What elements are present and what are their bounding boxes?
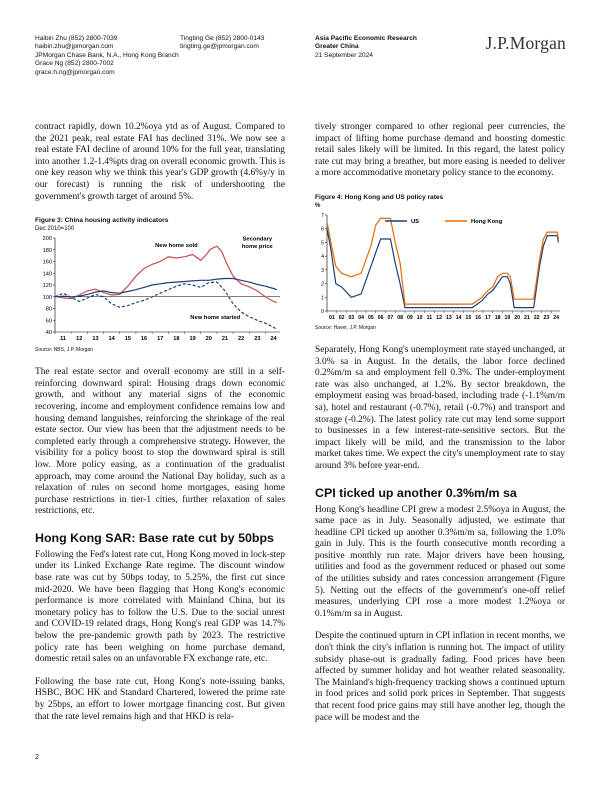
x-tick-label: 24: [553, 314, 559, 321]
author-block-2: [180, 35, 264, 52]
y-tick-label: 5: [321, 240, 324, 247]
x-tick-label: 17: [484, 314, 491, 321]
y-tick-label: 60: [45, 318, 52, 325]
x-tick-label: 14: [108, 336, 115, 343]
y-tick-label: 2: [321, 281, 324, 288]
x-tick-label: 24: [270, 336, 277, 343]
x-tick-label: 12: [436, 314, 443, 321]
jpmorgan-logo: J.P.Morgan: [485, 33, 566, 53]
x-tick-label: 11: [426, 314, 433, 321]
author-line: JPMorgan Chase Bank, N.A., Hong Kong Branch: [35, 51, 179, 59]
figure-ylabel: %: [315, 202, 321, 209]
x-tick-label: 10: [416, 314, 423, 321]
legend-label: US: [411, 218, 420, 225]
page-number: 2: [35, 754, 39, 761]
series-line: [327, 229, 559, 308]
y-tick-label: 160: [42, 259, 52, 266]
figure-source: Source: Haver, J.P. Morgan: [315, 324, 376, 331]
y-tick-label: 200: [42, 236, 52, 243]
x-tick-label: 15: [465, 314, 472, 321]
report-title: Asia Pacific Economic Research: [315, 35, 417, 42]
author-line[interactable]: tingting.ge@jpmorgan.com: [180, 43, 259, 51]
x-tick-label: 14: [455, 314, 462, 321]
paragraph: contract rapidly, down 10.2%oya ytd as of August. Compared to the 2021 peak, real estate FAI has declined 31%. We now see a real estate FAI decline of around 10% for the full year, translating into another 1.2-1.4%pts drag on overall economic growth. This is one key reason why we think this year's GDP growth (4.6%y/y in our forecast) is running the risk of undershooting the government's growth target of around 5%.: [35, 122, 285, 202]
y-tick-label: 3: [321, 267, 324, 274]
figure-3: [35, 217, 285, 353]
x-tick-label: 23: [254, 336, 261, 343]
x-tick-label: 21: [221, 336, 229, 343]
figure-title: Figure 3: China housing activity indicators: [35, 217, 169, 225]
policy-rates-chart: [315, 209, 565, 325]
x-tick-label: 11: [60, 336, 67, 343]
section-heading: Hong Kong SAR: Base rate cut by 50bps: [35, 530, 274, 545]
series-line: [55, 279, 277, 297]
series-label: Secondary: [242, 236, 273, 243]
x-tick-label: 13: [92, 336, 99, 343]
paragraph: Hong Kong's headline CPI grew a modest 2.5%oya in August, the same pace as in July. Seasonally adjusted, we estimate that headline CPI ticked up another 0.3%m/m sa, following the 1.0% gain in July. This is the fourth consecutive month recording a positive monthly run rate. Major drivers have been housing, utilities and food as the government reduced or phased out some of the utilities subsidy and rates concession arrangement (Figure 5). Netting out the effects of the government's one-off relief measures, underlying CPI rose a more modest 1.2%oya or 0.1%m/m sa in August.: [315, 504, 565, 619]
x-tick-label: 19: [504, 314, 511, 321]
paragraph: Despite the continued upturn in CPI inflation in recent months, we don't think the city's inflation is running hot. The impact of utility subsidy phase-out is gradually fading. Food prices have been affected by summer holiday and hot weather related seasonality. The Mainland's high-frequency tracking shows a continued upturn in food prices and solid pork prices in September. That suggests that recent food price gains may still have another leg, though the pace will be modest and the: [315, 631, 565, 723]
x-tick-label: 12: [76, 336, 83, 343]
legend-label: Hong Kong: [471, 218, 503, 225]
y-tick-label: 0: [321, 308, 324, 315]
y-tick-label: 1: [321, 295, 324, 302]
x-tick-label: 06: [377, 314, 384, 321]
x-tick-label: 22: [238, 336, 245, 343]
x-tick-label: 05: [367, 314, 374, 321]
section-heading: CPI ticked up another 0.3%m/m sa: [315, 485, 517, 500]
series-label: New home started: [190, 315, 241, 322]
x-tick-label: 13: [445, 314, 452, 321]
author-line[interactable]: grace.h.ng@jpmorgan.com: [35, 68, 115, 76]
x-tick-label: 08: [397, 314, 404, 321]
housing-chart: [35, 232, 285, 347]
y-tick-label: 40: [45, 330, 52, 337]
x-tick-label: 15: [124, 336, 131, 343]
y-tick-label: 6: [321, 226, 324, 233]
figure-source: Source: NBS, J.P. Morgan: [35, 347, 93, 354]
x-tick-label: 07: [387, 314, 394, 321]
paragraph: The real estate sector and overall economy are still in a self-reinforcing downward spiral: Housing drags down economic growth, and without any material signs of the economic recovering, income and employment confidence remains low and housing demand languishes, reinforcing the shrinkage of the real estate sector. Our view has been that the adjustment needs to be completed early through a comprehensive strategy. However, the visibility for a policy boost to stop the downward spiral is still low. More policy easing, as a continuation of the gradualist approach, may come around the National Day holiday, such as a relaxation of rules on second home mortgages, easing home purchase restrictions in tier-1 cities, further relaxation of sales restrictions, etc.: [35, 367, 285, 517]
x-tick-label: 18: [494, 314, 501, 321]
paragraph: Following the base rate cut, Hong Kong's note-issuing banks, HSBC, BOC HK and Standard Chartered, lowered the prime rate by 25bps, an effort to lower mortgage financing cost. But given that the rate level remains high and that HKD is rela-: [35, 676, 285, 722]
x-tick-label: 01: [328, 314, 335, 321]
series-line: [55, 282, 277, 329]
x-tick-label: 20: [514, 314, 520, 321]
x-tick-label: 20: [205, 336, 212, 343]
y-tick-label: 140: [42, 271, 52, 278]
x-tick-label: 17: [157, 336, 164, 343]
series-label: home price: [241, 244, 273, 251]
author-block-1: [35, 35, 179, 77]
y-tick-label: 120: [42, 283, 52, 290]
author-line: Tingting Ge (852) 2800-0143: [180, 35, 265, 42]
y-tick-label: 80: [45, 306, 52, 313]
y-tick-label: 4: [321, 254, 324, 261]
x-tick-label: 09: [406, 314, 413, 321]
figure-ylabel: Dec 2010=100: [35, 226, 75, 233]
paragraph: Separately, Hong Kong's unemployment rate stayed unchanged, at 3.0% sa in August. In the details, the labor force declined 0.2%m/m sa and employment fell 0.3%. The under-employment rate was also unchanged, at 1.2%. By sector breakdown, the employment easing was broad-based, including trade (-1.1%m/m sa), hotel and restaurant (-0.7%), retail (-0.7%) and transport and storage (-0.2%). The latest policy rate cut may lend some support to businesses in a few interest-rate-sensitive sectors. But the impact likely will be mild, and the transmission to the labor market takes time. We expect the city's unemployment rate to stay around 3% before year-end.: [315, 344, 565, 471]
report-info: [315, 35, 417, 60]
x-tick-label: 16: [140, 336, 148, 343]
author-line: Haibin Zhu (852) 2800-7039: [35, 35, 118, 42]
report-region: Greater China: [315, 43, 359, 51]
x-tick-label: 23: [543, 314, 550, 321]
paragraph: Following the Fed's latest rate cut, Hong Kong moved in lock-step under its Linked Exchange Rate regime. The discount window base rate was cut by 50bps today, to 5.25%, the first cut since mid-2020. We have been flagging that Hong Kong's economic performance is more correlated with Mainland China, but its monetary policy has to follow the U.S. Due to the social unrest and COVID-19 related drags, Hong Kong's real GDP was 14.7% below the pre-pandemic growth path by 2023. The restrictive policy rate has been weighing on home purchase demand, domestic retail sales on an unfavorable FX exchange rate, etc.: [35, 549, 285, 665]
series-label: New home sold: [155, 242, 198, 249]
y-tick-label: 180: [42, 247, 52, 254]
y-tick-label: 7: [321, 212, 324, 219]
x-tick-label: 03: [348, 314, 355, 321]
right-column: [315, 122, 565, 724]
x-tick-label: 04: [358, 314, 365, 321]
x-tick-label: 02: [338, 314, 345, 321]
author-line[interactable]: haibin.zhu@jpmorgan.com: [35, 43, 114, 51]
figure-4: [315, 194, 565, 331]
x-tick-label: 21: [523, 314, 530, 321]
x-tick-label: 18: [173, 336, 180, 343]
author-line: Grace Ng (852) 2800-7002: [35, 60, 114, 68]
y-tick-label: 100: [42, 294, 52, 301]
paragraph: tively stronger compared to other regional peer currencies, the impact of lifting home purchase demand and boosting domestic retail sales likely will be limited. In this regard, the latest policy rate cut may bring a breather, but more easing is needed to deliver a more accommodative monetary policy stance to the economy.: [315, 122, 565, 179]
x-tick-label: 19: [189, 336, 196, 343]
figure-title: Figure 4: Hong Kong and US policy rates: [315, 193, 444, 201]
report-date: 21 September 2024: [315, 51, 373, 59]
x-tick-label: 22: [533, 314, 540, 321]
x-tick-label: 16: [475, 314, 481, 321]
left-column: [35, 122, 285, 723]
